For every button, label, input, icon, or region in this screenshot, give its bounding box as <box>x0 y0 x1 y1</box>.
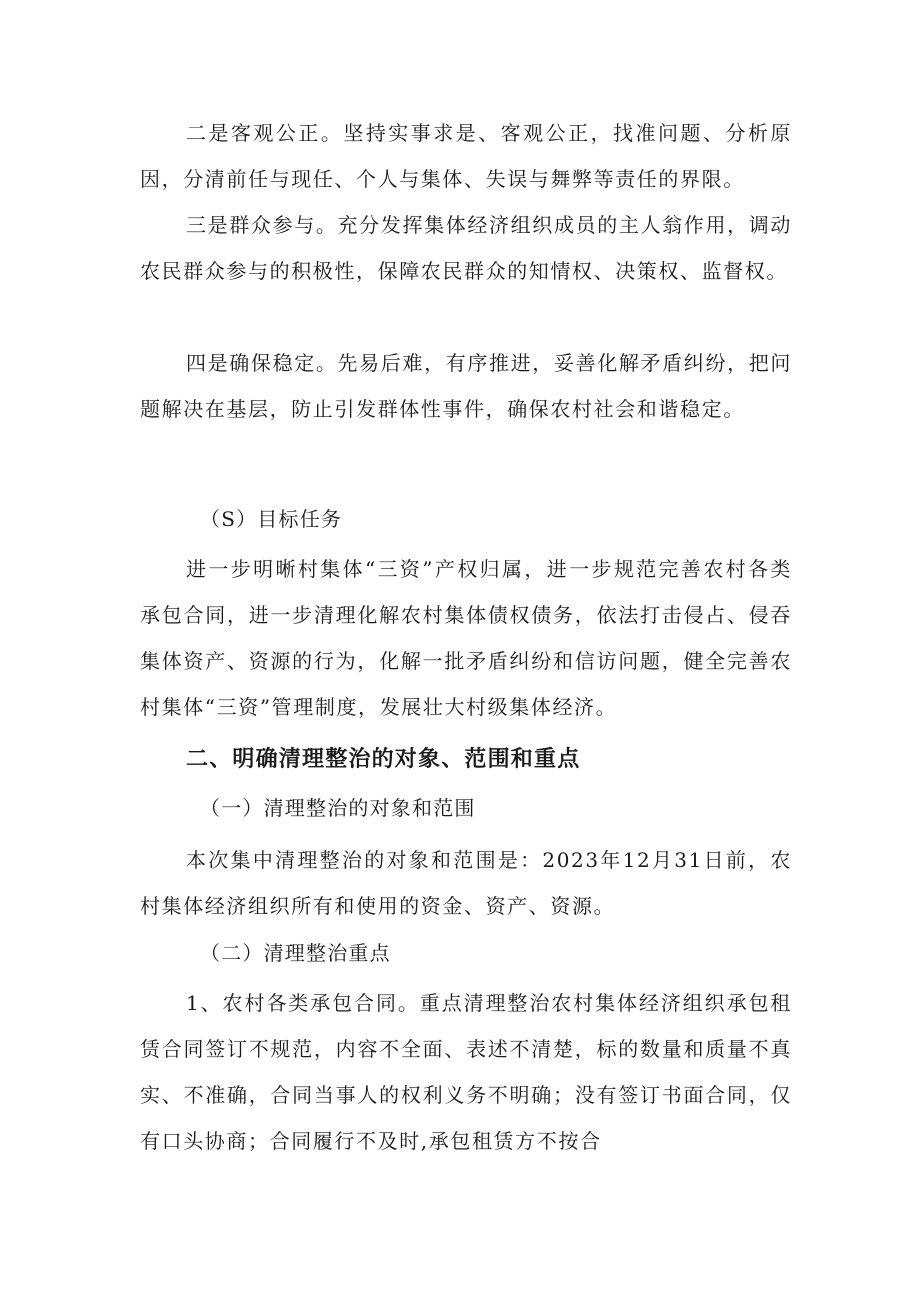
section-heading-2: 二、明确清理整治的对象、范围和重点 <box>186 747 581 772</box>
paragraph-contracts: 1、农村各类承包合同。重点清理整治农村集体经济组织承包租赁合同签订不规范，内容不全面、表述不清楚，标的数量和质量不真实、不准确，合同当事人的权利义务不明确；没有签订书面合同，仅有口头协商；合同履行不及时,承包租赁方不按合 <box>140 991 792 1153</box>
subheading-scope: （一）清理整治的对象和范围 <box>200 796 476 820</box>
paragraph-scope: 本次集中清理整治的对象和范围是：2023年12月31日前，农村集体经济组织所有和使用的资金、资产、资源。 <box>140 848 792 918</box>
subheading-goals: （S）目标任务 <box>200 507 343 531</box>
subheading-focus: （二）清理整治重点 <box>200 941 391 965</box>
paragraph-mass-participation: 三是群众参与。充分发挥集体经济组织成员的主人翁作用，调动农民群众参与的积极性，保障农民群众的知情权、决策权、监督权。 <box>140 213 792 283</box>
paragraph-ensure-stability: 四是确保稳定。先易后难，有序推进，妥善化解矛盾纠纷，把问题解决在基层，防止引发群体性事件，确保农村社会和谐稳定。 <box>140 351 792 421</box>
paragraph-objective-fairness: 二是客观公正。坚持实事求是、客观公正，找准问题、分析原因，分清前任与现任、个人与集体、失误与舞弊等责任的界限。 <box>140 121 792 191</box>
paragraph-goals: 进一步明晰村集体“三资”产权归属，进一步规范完善农村各类承包合同，进一步清理化解农村集体债权债务，依法打击侵占、侵吞集体资产、资源的行为，化解一批矛盾纠纷和信访问题，健全完善农村集体“三资”管理制度，发展壮大村级集体经济。 <box>140 557 792 719</box>
